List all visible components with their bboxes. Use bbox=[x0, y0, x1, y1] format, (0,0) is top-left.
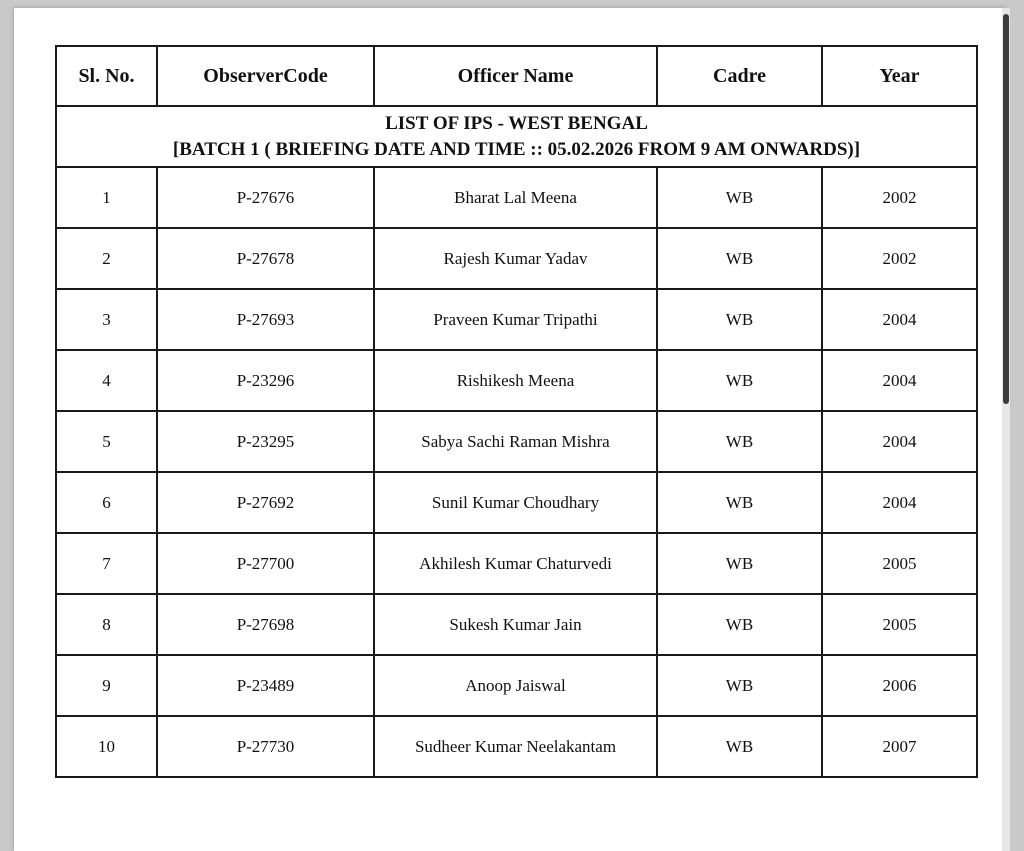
cell-officer-name: Bharat Lal Meena bbox=[374, 167, 657, 228]
cell-officer-name: Rajesh Kumar Yadav bbox=[374, 228, 657, 289]
cell-year: 2005 bbox=[822, 594, 977, 655]
cell-sl-no: 8 bbox=[56, 594, 157, 655]
cell-officer-name: Praveen Kumar Tripathi bbox=[374, 289, 657, 350]
cell-observer-code: P-27700 bbox=[157, 533, 374, 594]
cell-officer-name: Akhilesh Kumar Chaturvedi bbox=[374, 533, 657, 594]
cell-sl-no: 4 bbox=[56, 350, 157, 411]
header-observer-code: ObserverCode bbox=[157, 46, 374, 106]
table-header-row bbox=[56, 46, 977, 106]
table-row bbox=[56, 167, 977, 228]
cell-observer-code: P-23295 bbox=[157, 411, 374, 472]
table-caption bbox=[56, 106, 977, 167]
table-row bbox=[56, 350, 977, 411]
header-year: Year bbox=[822, 46, 977, 106]
caption-batch-info: [BATCH 1 ( BRIEFING DATE AND TIME :: 05.02.2026 FROM 9 AM ONWARDS)] bbox=[172, 138, 861, 160]
table-row bbox=[56, 472, 977, 533]
cell-officer-name: Sudheer Kumar Neelakantam bbox=[374, 716, 657, 777]
cell-cadre: WB bbox=[657, 716, 822, 777]
cell-officer-name: Rishikesh Meena bbox=[374, 350, 657, 411]
document-page bbox=[14, 8, 1006, 851]
cell-cadre: WB bbox=[657, 167, 822, 228]
table-row bbox=[56, 228, 977, 289]
cell-officer-name: Anoop Jaiswal bbox=[374, 655, 657, 716]
cell-sl-no: 9 bbox=[56, 655, 157, 716]
cell-sl-no: 10 bbox=[56, 716, 157, 777]
header-sl-no: Sl. No. bbox=[56, 46, 157, 106]
cell-observer-code: P-23489 bbox=[157, 655, 374, 716]
cell-year: 2002 bbox=[822, 228, 977, 289]
header-cadre: Cadre bbox=[657, 46, 822, 106]
cell-cadre: WB bbox=[657, 472, 822, 533]
cell-observer-code: P-27698 bbox=[157, 594, 374, 655]
cell-sl-no: 3 bbox=[56, 289, 157, 350]
header-officer-name: Officer Name bbox=[374, 46, 657, 106]
cell-sl-no: 1 bbox=[56, 167, 157, 228]
cell-officer-name: Sabya Sachi Raman Mishra bbox=[374, 411, 657, 472]
cell-year: 2006 bbox=[822, 655, 977, 716]
cell-year: 2007 bbox=[822, 716, 977, 777]
caption-title: LIST OF IPS - WEST BENGAL bbox=[385, 112, 648, 134]
cell-year: 2004 bbox=[822, 411, 977, 472]
cell-sl-no: 7 bbox=[56, 533, 157, 594]
table-row bbox=[56, 289, 977, 350]
cell-year: 2004 bbox=[822, 289, 977, 350]
cell-cadre: WB bbox=[657, 594, 822, 655]
caption-row bbox=[56, 106, 977, 167]
cell-cadre: WB bbox=[657, 228, 822, 289]
cell-officer-name: Sunil Kumar Choudhary bbox=[374, 472, 657, 533]
cell-sl-no: 2 bbox=[56, 228, 157, 289]
cell-year: 2004 bbox=[822, 472, 977, 533]
cell-observer-code: P-27693 bbox=[157, 289, 374, 350]
cell-cadre: WB bbox=[657, 411, 822, 472]
cell-year: 2004 bbox=[822, 350, 977, 411]
cell-observer-code: P-27692 bbox=[157, 472, 374, 533]
cell-observer-code: P-23296 bbox=[157, 350, 374, 411]
cell-observer-code: P-27676 bbox=[157, 167, 374, 228]
officer-list-table bbox=[55, 45, 978, 778]
cell-cadre: WB bbox=[657, 533, 822, 594]
cell-observer-code: P-27678 bbox=[157, 228, 374, 289]
cell-officer-name: Sukesh Kumar Jain bbox=[374, 594, 657, 655]
cell-cadre: WB bbox=[657, 655, 822, 716]
cell-sl-no: 5 bbox=[56, 411, 157, 472]
scrollbar-thumb[interactable] bbox=[1003, 14, 1009, 404]
cell-year: 2002 bbox=[822, 167, 977, 228]
table-row bbox=[56, 594, 977, 655]
table-row bbox=[56, 533, 977, 594]
table-row bbox=[56, 411, 977, 472]
cell-year: 2005 bbox=[822, 533, 977, 594]
cell-cadre: WB bbox=[657, 289, 822, 350]
table-row bbox=[56, 716, 977, 777]
cell-observer-code: P-27730 bbox=[157, 716, 374, 777]
cell-cadre: WB bbox=[657, 350, 822, 411]
table-row bbox=[56, 655, 977, 716]
cell-sl-no: 6 bbox=[56, 472, 157, 533]
